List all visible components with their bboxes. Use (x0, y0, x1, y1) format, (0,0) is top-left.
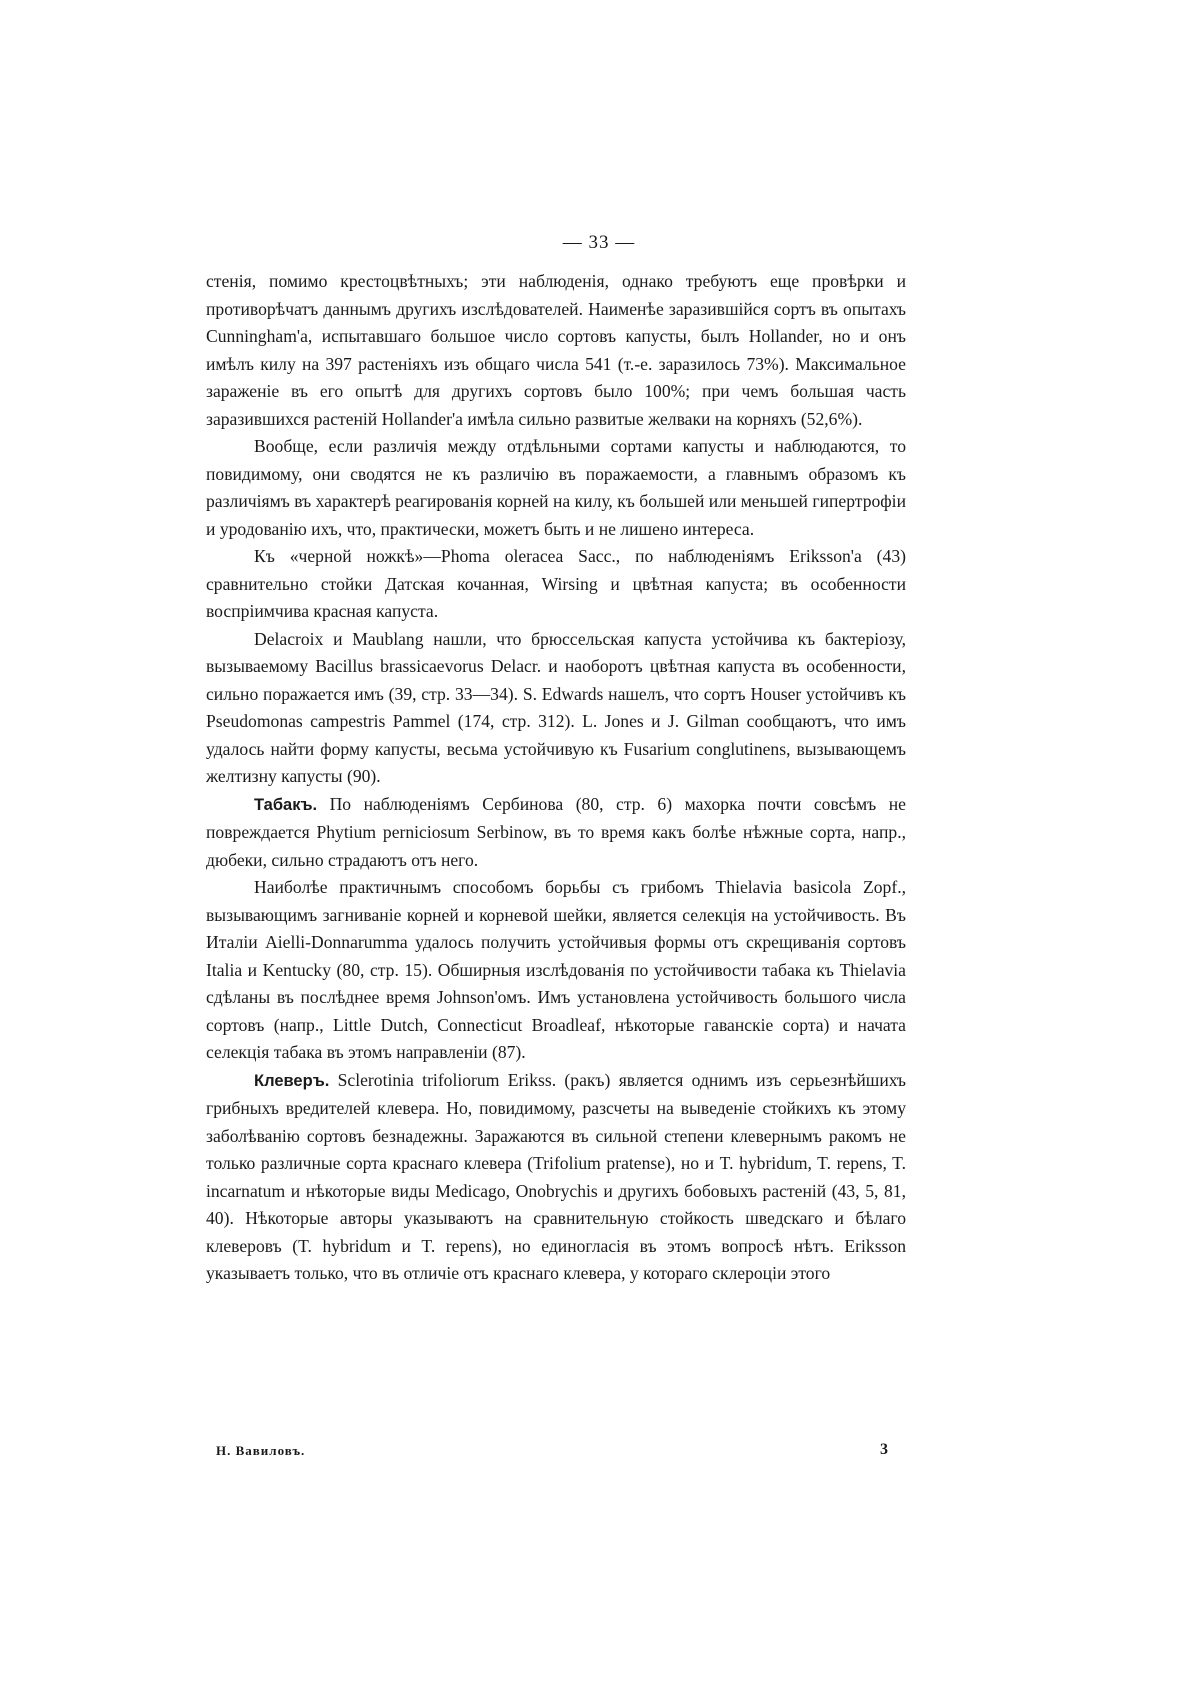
paragraph-1: стенія, помимо крестоцвѣтныхъ; эти наблюденія, однако требуютъ еще провѣрки и противорѣчатъ даннымъ другихъ изслѣдователей. Наименѣе заразившійся сортъ въ опытахъ Cunningham'a, испытавшаго большое число сортовъ капусты, былъ Hollander, но и онъ имѣлъ килу на 397 растеніяхъ изъ общаго числа 541 (т.-е. заразилось 73%). Максимальное зараженіе въ его опытѣ для другихъ сортовъ было 100%; при чемъ большая часть заразившихся растеній Hollander'a имѣла сильно развитые желваки на корняхъ (52,6%). (206, 271, 906, 429)
paragraph-4: Delacroix и Maublang нашли, что брюссельская капуста устойчива къ бактеріозу, вызываемому Bacillus brassicaevorus Delacr. и наоборотъ цвѣтная капуста въ особенности, сильно поражается имъ (39, стр. 33—34). S. Edwards нашелъ, что сортъ Houser устойчивъ къ Pseudomonas campestris Pammel (174, стр. 312). L. Jones и J. Gilman сообщаютъ, что имъ удалось найти форму капусты, весьма устойчивую къ Fusarium conglutinens, вызывающемъ желтизну капусты (90). (206, 628, 906, 786)
paragraph-clover (206, 1067, 906, 1288)
paragraph-6: Наиболѣе практичнымъ способомъ борьбы съ грибомъ Thielavia basicola Zopf., вызывающимъ загниваніе корней и корневой шейки, является селекція на устойчивость. Въ Италіи Aielli-Donnarumma удалось получить устойчивыя формы отъ скрещиванія сортовъ Italia и Kentucky (80, стр. 15). Обширныя изслѣдованія по устойчивости табака къ Thielavia сдѣланы въ послѣднее время Johnson'омъ. Имъ установлена устойчивость большого числа сортовъ (напр., Little Dutch, Connecticut Broadleaf, нѣкоторые гаванскіе сорта) и начата селекція табака въ этомъ направленіи (87). (206, 877, 906, 1062)
page-number: — 33 — (562, 232, 636, 253)
paragraph-3: Къ «черной ножкѣ»—Phoma oleracea Sacc., по наблюденіямъ Eriksson'a (43) сравнительно стойки Датская кочанная, Wirsing и цвѣтная капуста; въ особенности воспріимчива красная капуста. (206, 546, 906, 621)
paragraph-tobacco (206, 791, 906, 875)
signature-mark: 3 (880, 1441, 888, 1458)
section-heading-tobacco: Табакъ. (254, 795, 318, 814)
body-text (206, 268, 906, 1288)
section-heading-clover: Клеверъ. (254, 1071, 330, 1090)
paragraph-tobacco-text: По наблюденіямъ Сербинова (80, стр. 6) махорка почти совсѣмъ не повреждается Phytium perniciosum Serbinow, въ то время какъ болѣе нѣжные сорта, напр., дюбеки, сильно страдаютъ отъ него. (206, 793, 906, 870)
footer-author: Н. Вавиловъ. (216, 1443, 306, 1458)
paragraph-clover-text: Sclerotinia trifoliorum Erikss. (ракъ) является однимъ изъ серьезнѣйшихъ грибныхъ вредителей клевера. Но, повидимому, разсчеты на выведеніе стойкихъ къ этому заболѣванію сортовъ безнадежны. Заражаются въ сильной степени клевернымъ ракомъ не только различные сорта краснаго клевера (Trifolium pratense), но и T. hybridum, T. repens, T. incarnatum и нѣкоторые виды Medicago, Onobrychis и другихъ бобовыхъ растеній (43, 5, 81, 40). Нѣкоторые авторы указываютъ на сравнительную стойкость шведскаго и бѣлаго клеверовъ (T. hybridum и T. repens), но единогласія въ этомъ вопросѣ нѣтъ. Eriksson указываетъ только, что въ отличіе отъ краснаго клевера, у котораго склероціи этого (206, 1069, 906, 1283)
paragraph-2: Вообще, если различія между отдѣльными сортами капусты и наблюдаются, то повидимому, они сводятся не къ различію въ поражаемости, а главнымъ образомъ къ различіямъ въ характерѣ реагированія корней на килу, къ большей или меньшей гипертрофіи и уродованію ихъ, что, практически, можетъ быть и не лишено интереса. (206, 436, 906, 539)
